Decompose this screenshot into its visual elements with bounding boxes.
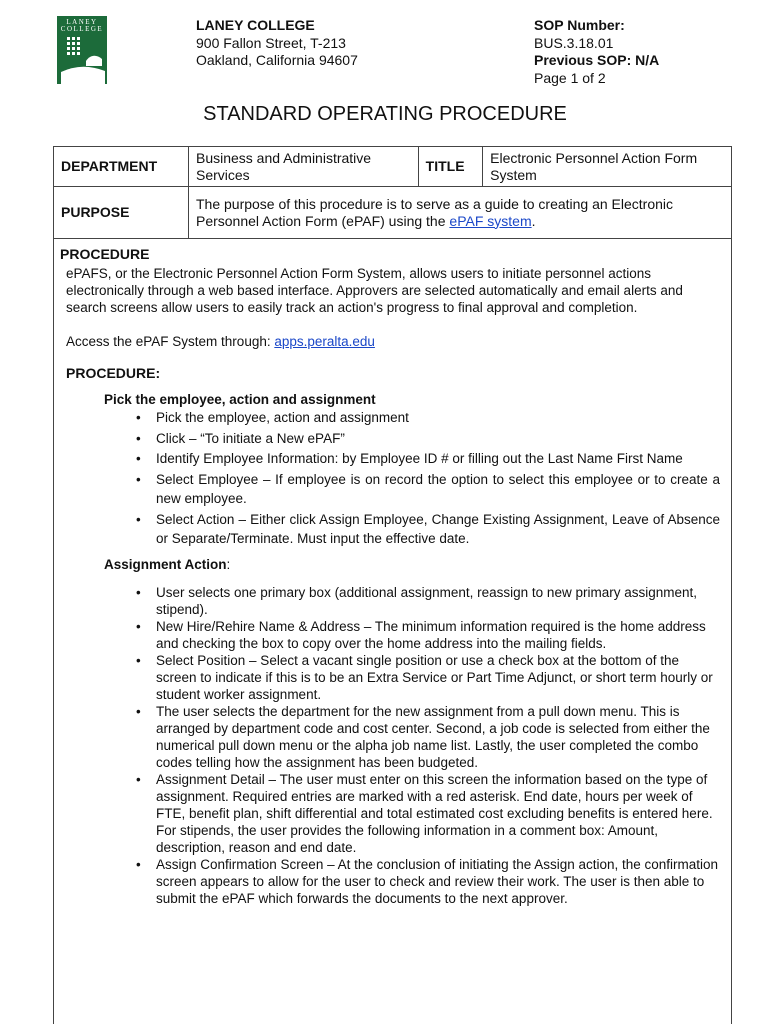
department-row [54, 147, 732, 187]
document-title: STANDARD OPERATING PROCEDURE [203, 103, 567, 125]
purpose-cell [188, 187, 731, 239]
logo-text-line2: COLLEGE [60, 25, 104, 33]
list-item: • Pick the employee, action and assignment [156, 408, 720, 428]
address-line-2: Oakland, California 94607 [196, 52, 358, 68]
purpose-label: PURPOSE [54, 187, 189, 239]
sop-info-block [534, 17, 659, 87]
list-item: • Select Action – Either click Assign Employee, Change Existing Assignment, Leave of Absence or Separate/Terminate. Must input the effective date. [156, 510, 720, 549]
college-name: LANEY COLLEGE [196, 17, 315, 33]
college-address-block [196, 17, 358, 70]
address-line-1: 900 Fallon Street, T-213 [196, 34, 346, 51]
list-item: • Click – “To initiate a New ePAF” [156, 429, 720, 449]
list-item: • Select Position – Select a vacant single position or use a check box at the bottom of the screen to indicate if this is to be an Extra Service or Part Time Adjunct, or short term hourly or student worker assignment. [156, 652, 720, 703]
title-label: TITLE [418, 147, 482, 187]
section-pick-employee-title: Pick the employee, action and assignment [104, 392, 376, 407]
college-logo [57, 16, 107, 84]
sop-number-label: SOP Number: [534, 17, 625, 33]
sop-number: BUS.3.18.01 [534, 34, 614, 51]
procedure-section [60, 246, 720, 907]
section-assignment-action-title [104, 556, 720, 573]
list-item: • Identify Employee Information: by Employee ID # or filling out the Last Name First Name [156, 449, 720, 469]
list-item: • New Hire/Rehire Name & Address – The minimum information required is the home address and checking the box to copy over the home address into the mailing fields. [156, 618, 720, 652]
previous-sop: Previous SOP: N/A [534, 52, 660, 68]
purpose-row [54, 187, 732, 239]
department-label: DEPARTMENT [54, 147, 189, 187]
assignment-action-list [66, 584, 720, 907]
epaf-system-link[interactable]: ePAF system [449, 212, 532, 229]
title-value: Electronic Personnel Action Form System [483, 147, 732, 187]
logo-text-line1: LANEY [66, 18, 98, 26]
purpose-text: The purpose of this procedure is to serve as a guide to creating an Electronic Personnel Action Form (ePAF) using the [195, 195, 674, 229]
list-item: • Assign Confirmation Screen – At the conclusion of initiating the Assign action, the confirmation screen appears to allow for the user to check and review their work. The user is then able to submit the ePAF which forwards the documents to the next approver. [156, 856, 720, 907]
list-item: • Assignment Detail – The user must enter on this screen the information based on the type of assignment. Required entries are marked with a red asterisk. End date, hours per week of FTE, benefit plan, shift differential and total estimated cost excluding benefits is entered here. For stipends, the user provides the following information in a comment box: Amount, description, reason and end date. [156, 771, 720, 856]
procedure-intro: ePAFS, or the Electronic Personnel Action Form System, allows users to initiate personnel actions electronically through a web based interface. Approvers are selected automatically and email alerts and search screens allow users to easily track an action's progress to final approval and completion. [66, 266, 683, 315]
assignment-action-colon: : [226, 556, 231, 572]
assignment-action-label: Assignment Action [104, 556, 227, 572]
procedure-subheading: PROCEDURE: [66, 365, 161, 381]
list-item: • Select Employee – If employee is on record the option to select this employee or to create a new employee. [156, 470, 720, 509]
department-value: Business and Administrative Services [188, 147, 418, 187]
pick-employee-list [66, 408, 720, 549]
procedure-heading: PROCEDURE [60, 246, 150, 262]
campus-tower-icon [57, 16, 107, 84]
list-item: • User selects one primary box (additional assignment, reassign to new primary assignment, stipend). [156, 584, 720, 618]
access-text: Access the ePAF System through: [66, 334, 275, 349]
page-number: Page 1 of 2 [534, 69, 606, 86]
list-item: • The user selects the department for the new assignment from a pull down menu. This is arranged by department code and cost center. Second, a job code is selected from either the numerical pull down menu or the alpha job name list. Lastly, the user completed the combo codes telling how the assignment has been budgeted. [156, 703, 720, 771]
sop-info-table [53, 146, 732, 239]
purpose-period: . [531, 212, 536, 229]
apps-peralta-link[interactable]: apps.peralta.edu [274, 334, 375, 349]
access-line [66, 333, 720, 350]
